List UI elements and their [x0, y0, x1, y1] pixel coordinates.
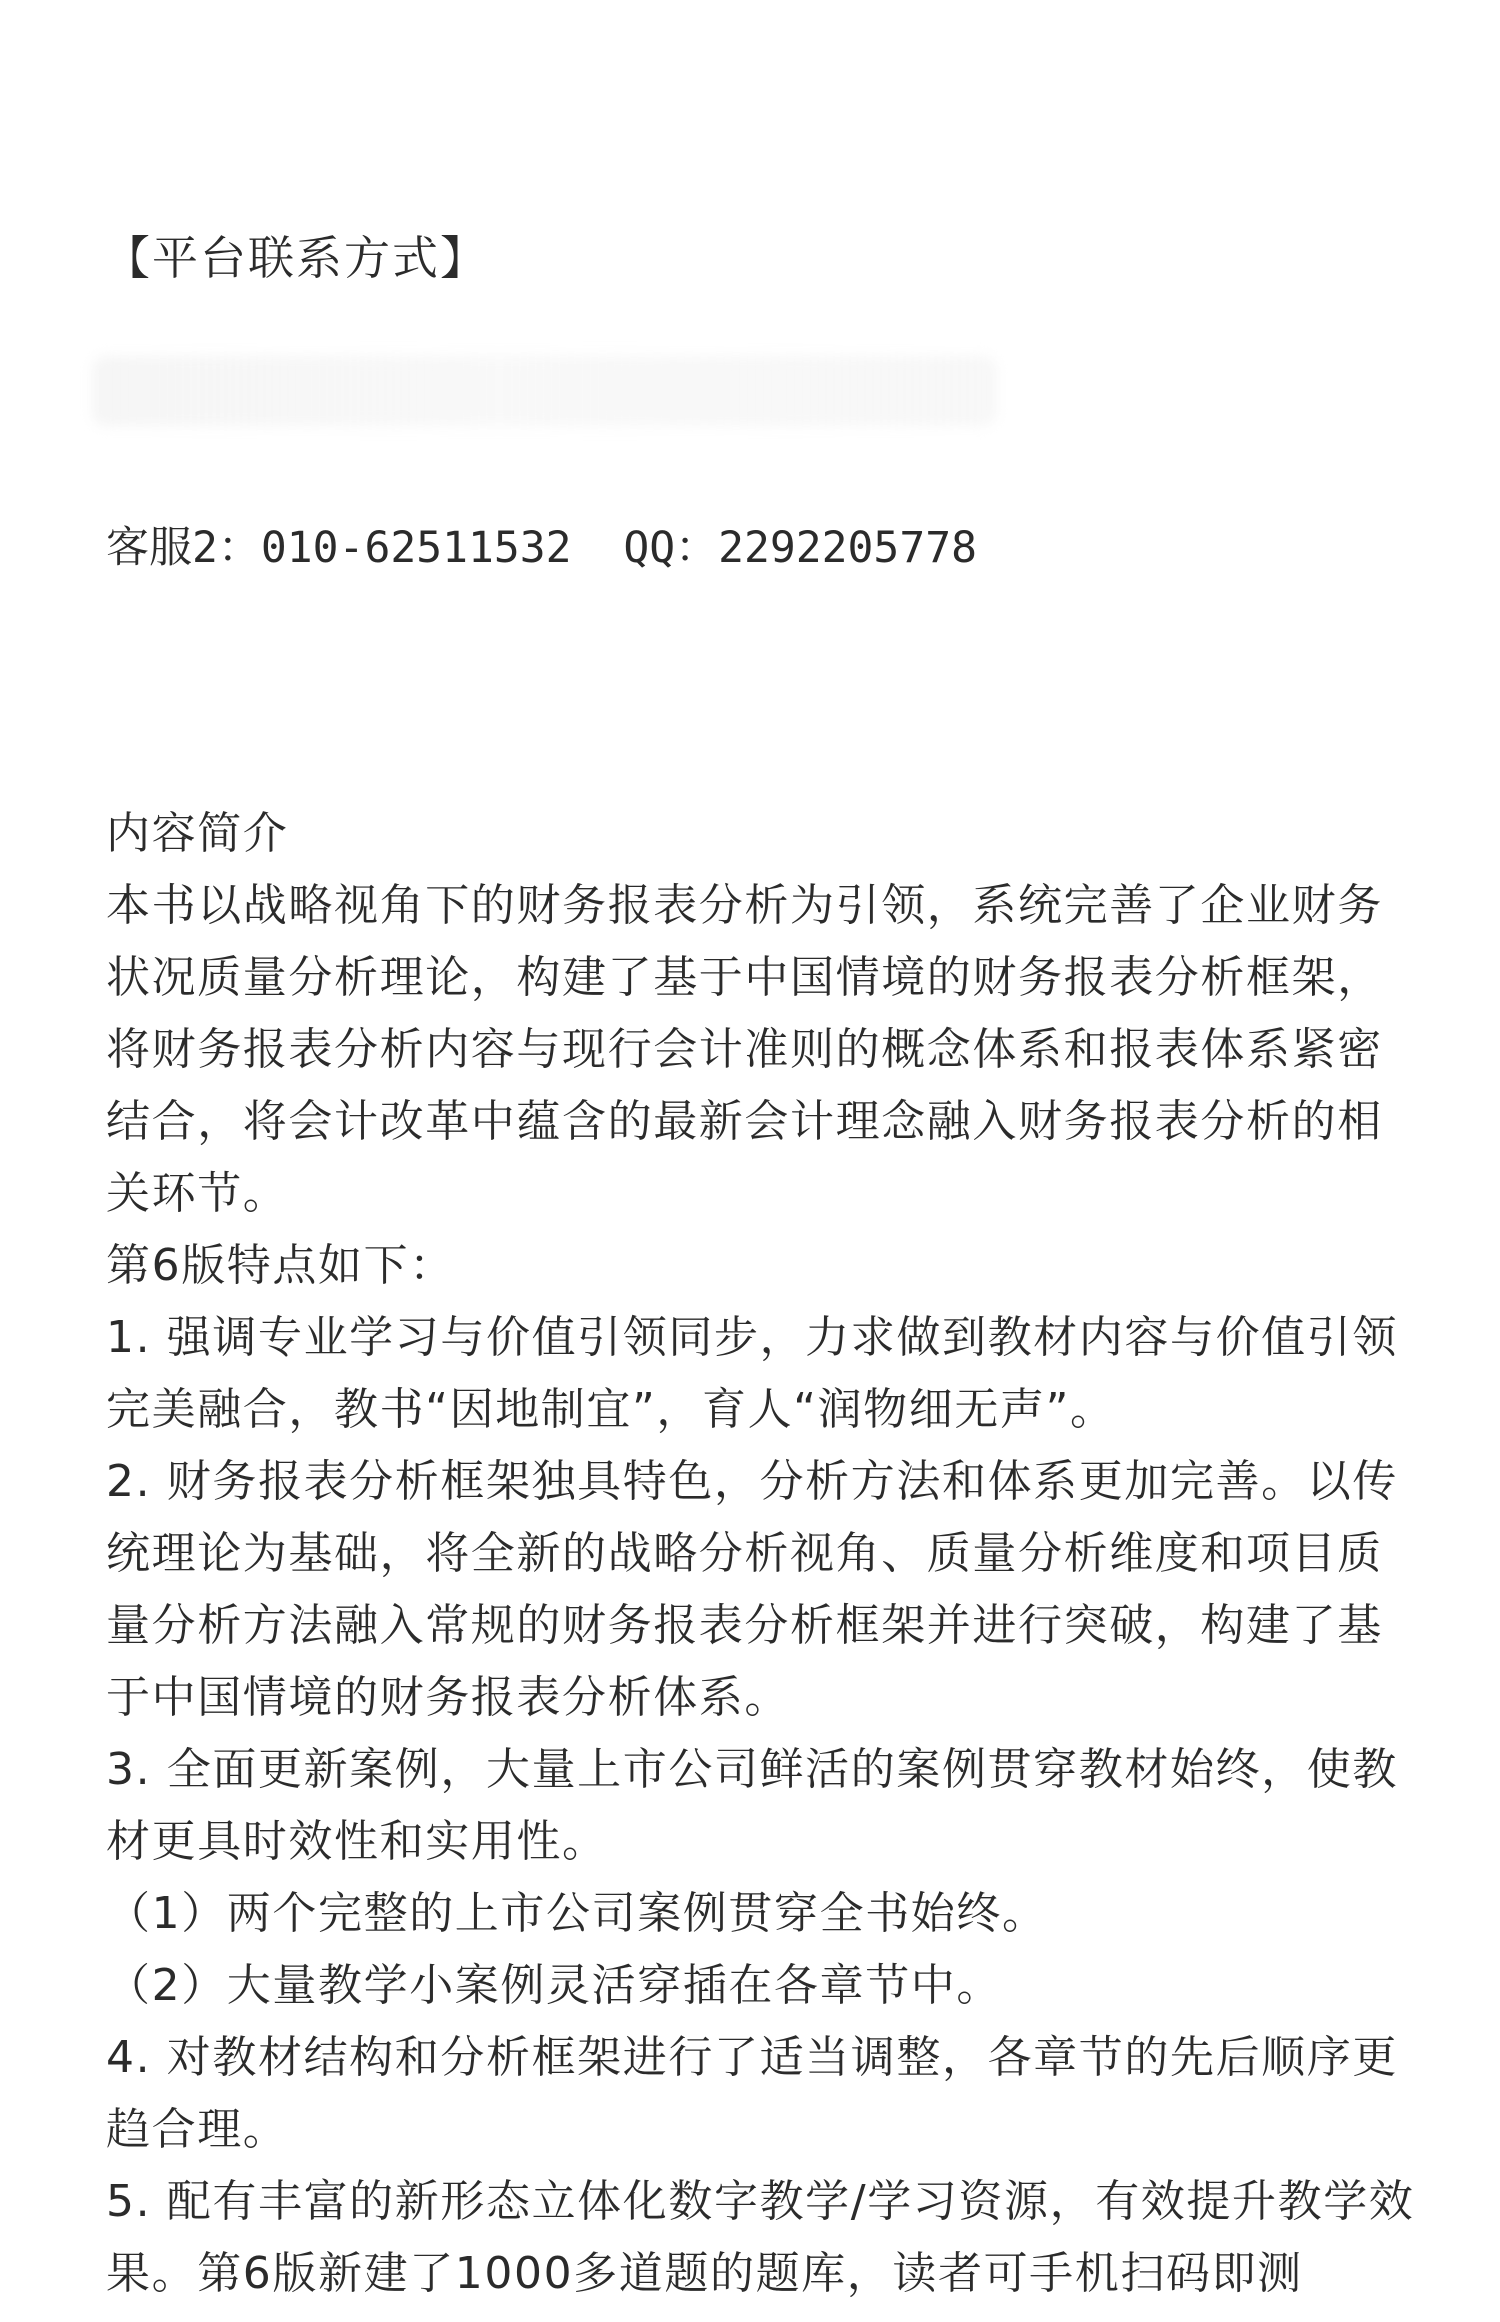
intro-summary: 本书以战略视角下的财务报表分析为引领，系统完善了企业财务状况质量分析理论，构建了基于中国情境的财务报表分析框架，将财务报表分析内容与现行会计准则的概念体系和报表体系紧密结合，将会计改革中蕴含的最新会计理念融入财务报表分析的相关环节。: [106, 880, 1383, 1219]
features-heading: 第6版特点如下：: [106, 1240, 455, 1291]
feature-item-1: 1. 强调专业学习与价值引领同步，力求做到教材内容与价值引领完美融合，教书“因地制宜”，育人“润物细无声”。: [106, 1312, 1398, 1435]
feature-item-4: 4. 对教材结构和分析框架进行了适当调整，各章节的先后顺序更趋合理。: [106, 2032, 1398, 2155]
feature-subitem-2: （2）大量教学小案例灵活穿插在各章节中。: [106, 1960, 1002, 2011]
feature-item-2: 2. 财务报表分析框架独具特色，分析方法和体系更加完善。以传统理论为基础，将全新的战略分析视角、质量分析维度和项目质量分析方法融入常规的财务报表分析框架并进行突破，构建了基于中国情境的财务报表分析体系。: [106, 1456, 1398, 1723]
feature-subitem-1: （1）两个完整的上市公司案例贯穿全书始终。: [106, 1888, 1048, 1939]
feature-item-3: 3. 全面更新案例，大量上市公司鲜活的案例贯穿教材始终，使教材更具时效性和实用性。: [106, 1744, 1398, 1867]
blurred-contact-line: [92, 356, 997, 426]
platform-contact-heading: 【平台联系方式】: [104, 231, 488, 285]
content-introduction: [106, 798, 1426, 2310]
customer-service-contact: 客服2：010-62511532 QQ：2292205778: [106, 523, 977, 573]
feature-item-5: 5. 配有丰富的新形态立体化数字教学/学习资源，有效提升教学效果。第6版新建了1000多道题的题库，读者可手机扫码即测: [106, 2176, 1415, 2299]
intro-title: 内容简介: [106, 808, 289, 859]
